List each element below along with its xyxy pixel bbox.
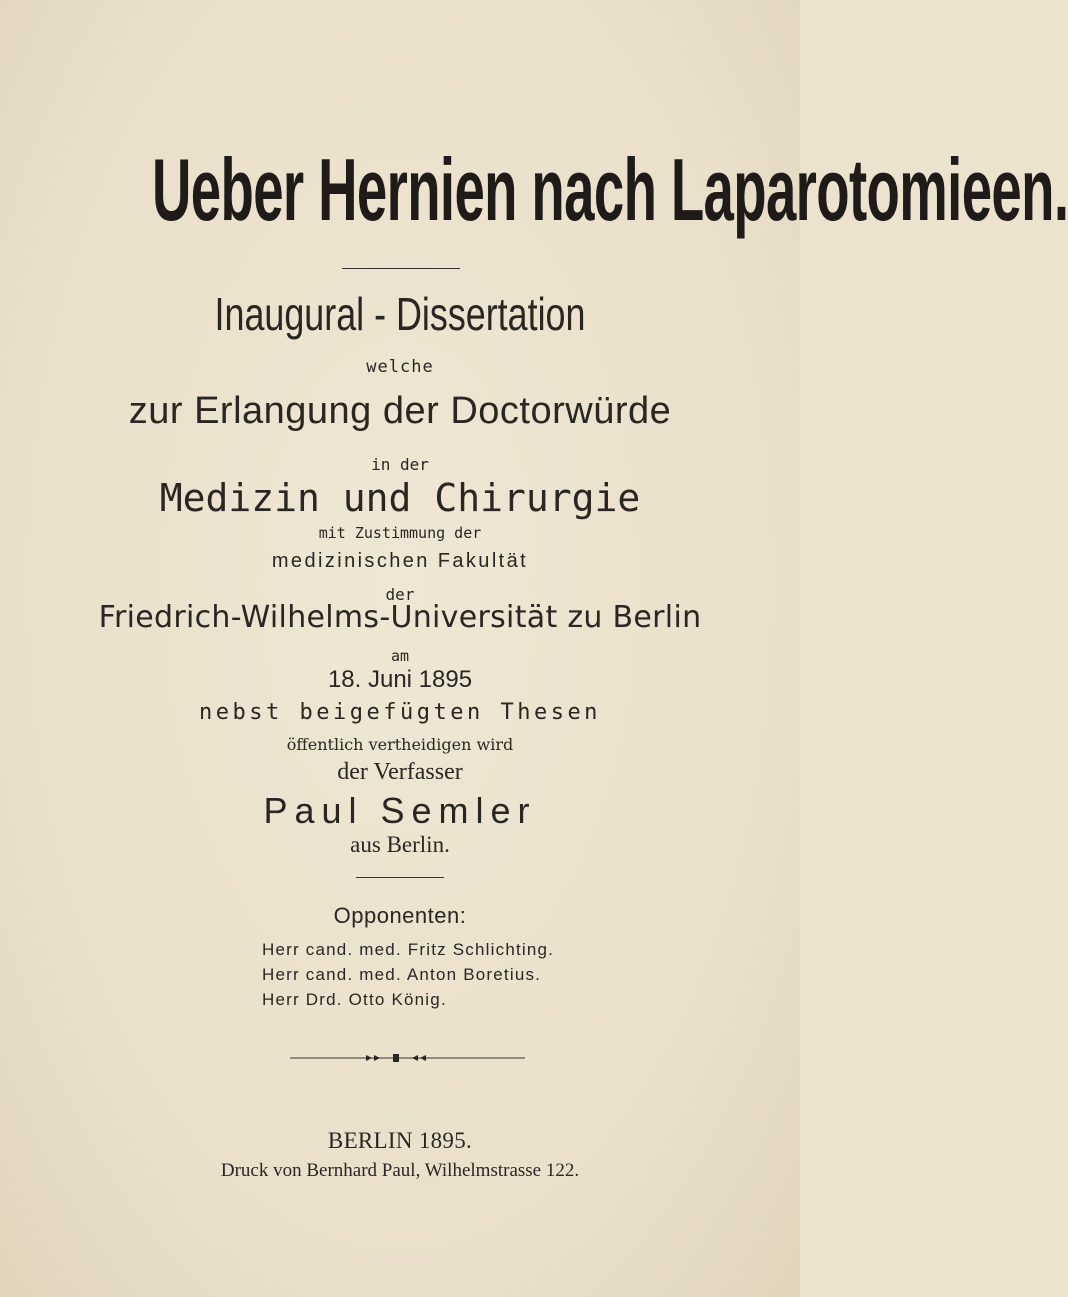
thesis-title: Ueber Hernien nach Laparotomieen.: [152, 140, 1068, 239]
dissertation-heading: Inaugural - Dissertation: [214, 288, 586, 340]
purpose-line: zur Erlangung der Doctorwürde: [128, 390, 672, 432]
defense-date: 18. Juni 1895: [327, 666, 473, 693]
title-rule: [342, 268, 460, 269]
opponent-entry: Herr Drd. Otto König.: [262, 990, 447, 1009]
imprint-place-year: BERLIN 1895.: [327, 1128, 473, 1153]
opponent-entry: Herr cand. med. Fritz Schlichting.: [262, 940, 555, 959]
author-name: Paul Semler: [263, 790, 537, 831]
university-line: Friedrich-Wilhelms-Universität zu Berlin: [98, 600, 702, 635]
section-rule: [356, 877, 444, 878]
text-in-der: in der: [371, 455, 429, 474]
printer-line: Druck von Bernhard Paul, Wilhelmstrasse 122.: [220, 1160, 580, 1181]
subject-line: Medizin und Chirurgie: [159, 476, 641, 520]
author-label: der Verfasser: [337, 759, 463, 785]
text-der: der: [385, 585, 415, 604]
defend-line: öffentlich vertheidigen wird: [286, 735, 514, 754]
consent-line: mit Zustimmung der: [318, 524, 482, 542]
opponents-list: [262, 937, 554, 1012]
opponents-heading: Opponenten:: [333, 903, 467, 928]
text-welche: welche: [366, 357, 434, 377]
faculty-line: medizinischen Fakultät: [271, 550, 529, 572]
theses-line: nebst beigefügten Thesen: [199, 700, 601, 725]
author-origin: aus Berlin.: [350, 832, 450, 857]
ornament-divider: [290, 1052, 525, 1064]
opponent-entry: Herr cand. med. Anton Boretius.: [262, 965, 542, 984]
text-am: am: [390, 647, 410, 665]
